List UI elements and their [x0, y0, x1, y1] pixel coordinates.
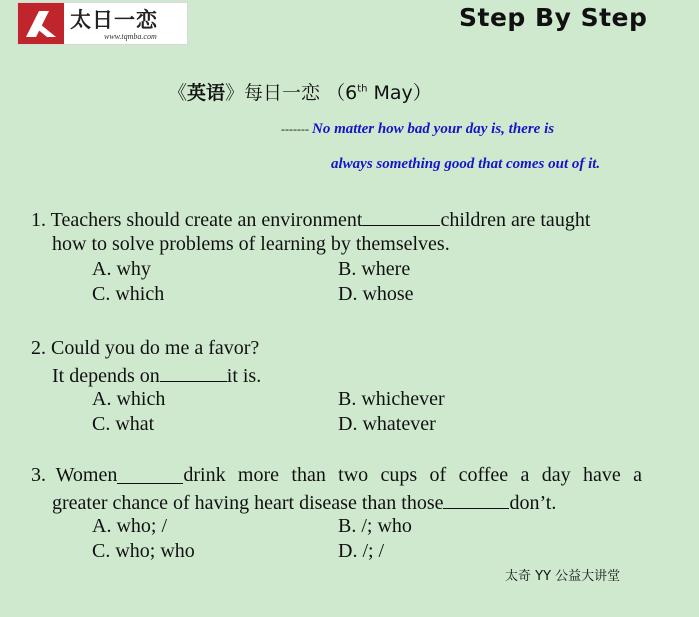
- question-2: [31, 337, 259, 360]
- quote-line-2: always something good that comes out of it.: [331, 156, 601, 172]
- question-text: Teachers should create an environment: [46, 209, 363, 231]
- quote-line-1: [281, 121, 554, 138]
- logo-mark-icon: [18, 3, 64, 44]
- footer-credit: 太奇 YY 公益大讲堂: [505, 569, 621, 584]
- brand-title: Step By Step: [459, 3, 648, 32]
- question-1: [31, 207, 590, 232]
- answer-blank: [160, 363, 227, 382]
- question-text: drink more than two cups of coffee a day have a: [183, 464, 642, 486]
- question-number: 2.: [31, 337, 46, 359]
- logo: [17, 2, 188, 45]
- question-text: It depends on: [52, 365, 160, 387]
- answer-blank: [117, 464, 183, 484]
- question-number: 1.: [31, 209, 46, 231]
- quote-dashes: -------: [281, 122, 312, 136]
- question-text: it is.: [226, 365, 262, 387]
- title-subject: 英语: [187, 82, 226, 104]
- answer-blank: [443, 490, 509, 509]
- title-close: 》: [225, 82, 245, 104]
- question-2-line-2: [52, 363, 261, 388]
- option-d: D. /; /: [338, 540, 385, 562]
- question-text: Women: [46, 464, 118, 486]
- option-b: B. where: [338, 258, 411, 280]
- logo-text: 太日一恋: [70, 7, 158, 32]
- question-number: 3.: [31, 464, 46, 486]
- question-text: don’t.: [509, 492, 557, 514]
- option-a: A. why: [92, 258, 151, 280]
- option-a: A. who; /: [92, 515, 167, 537]
- question-3: [31, 464, 642, 487]
- option-d: D. whose: [338, 283, 414, 305]
- option-c: C. who; who: [92, 540, 195, 562]
- title-open: 《: [168, 82, 188, 104]
- question-text: Could you do me a favor?: [46, 337, 260, 359]
- quote-text-1: No matter how bad your day is, there is: [311, 121, 555, 137]
- option-b: B. whichever: [338, 388, 445, 410]
- answer-blank: [362, 207, 440, 226]
- option-b: B. /; who: [338, 515, 412, 537]
- question-text: children are taught: [440, 209, 591, 231]
- page-title: [168, 78, 432, 105]
- option-c: C. which: [92, 283, 165, 305]
- question-3-line-2: [52, 490, 556, 515]
- question-1-line-2: how to solve problems of learning by themselves.: [52, 233, 450, 255]
- question-text: greater chance of having heart disease than those: [52, 492, 444, 514]
- title-sup: th: [357, 83, 368, 95]
- option-a: A. which: [92, 388, 166, 410]
- logo-url: www.tqmba.com: [104, 32, 157, 41]
- option-c: C. what: [92, 413, 155, 435]
- title-rest: 每日一恋 （6: [244, 82, 358, 104]
- option-d: D. whatever: [338, 413, 436, 435]
- title-date: May）: [367, 82, 432, 104]
